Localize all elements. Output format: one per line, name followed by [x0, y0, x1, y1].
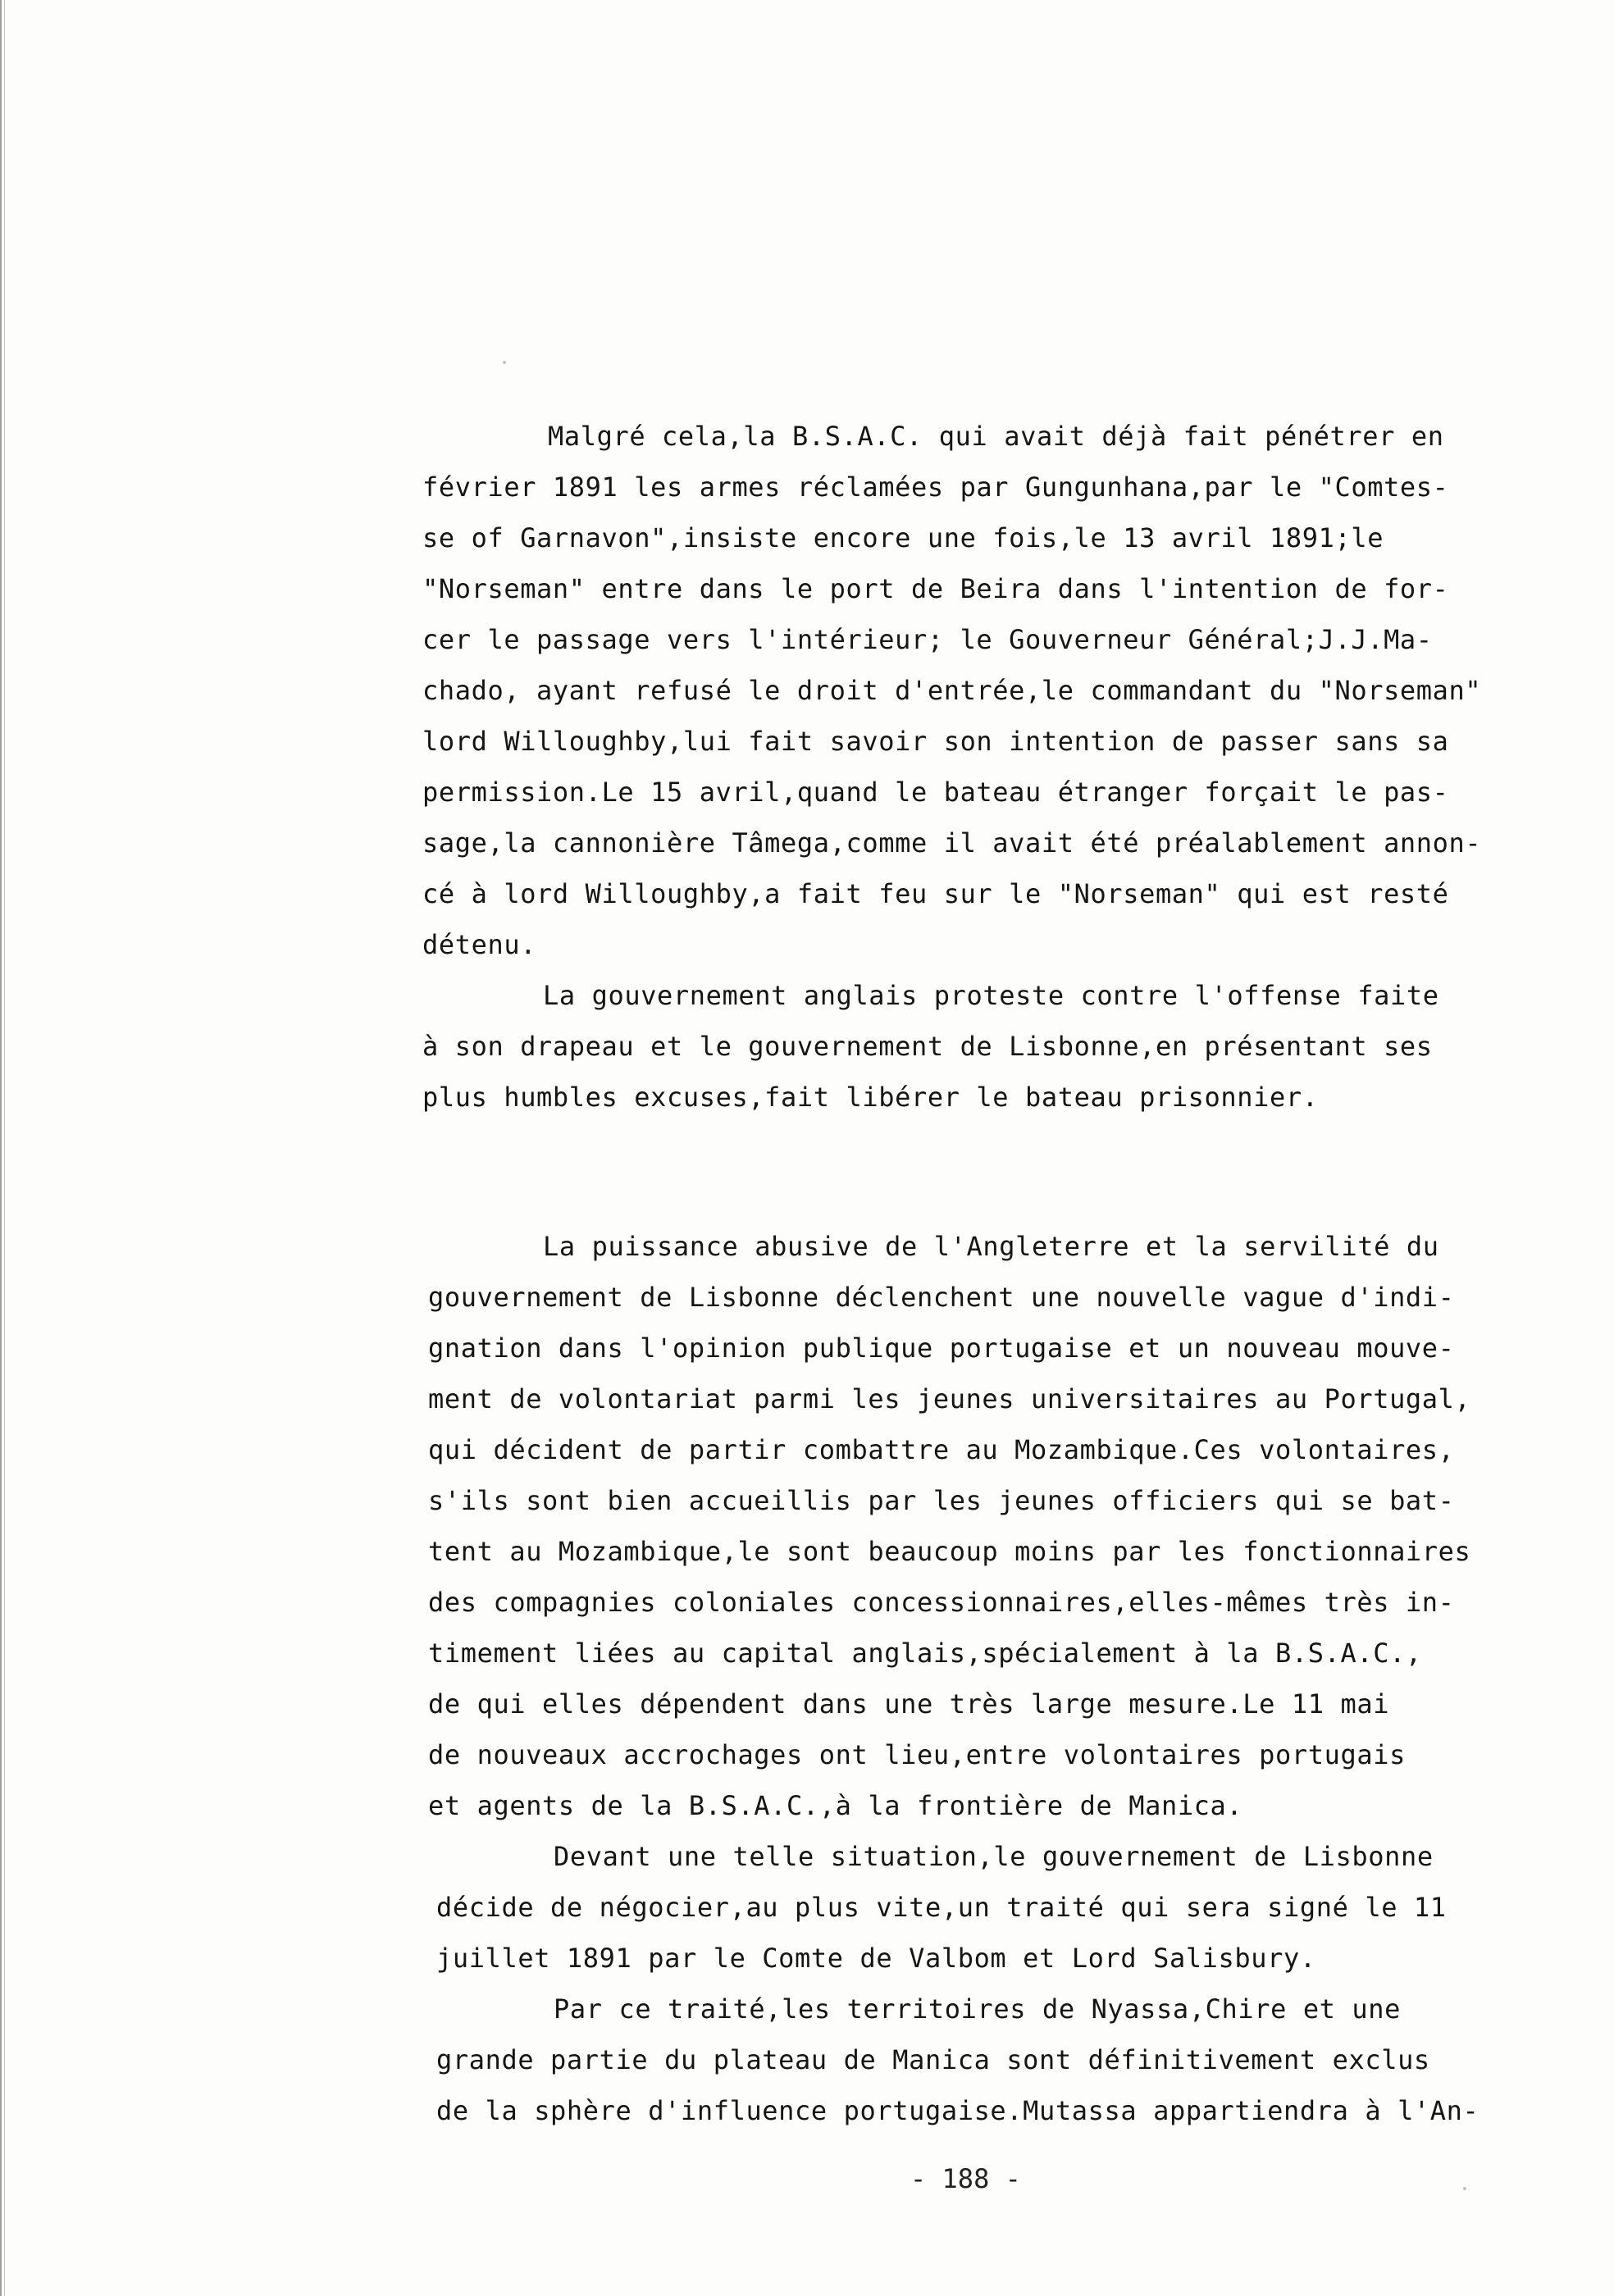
text-line: décide de négocier,au plus vite,un traité qui sera signé le 11 [436, 1892, 1447, 1923]
text-line: détenu. [422, 929, 537, 960]
text-line: qui décident de partir combattre au Mozambique.Ces volontaires, [428, 1434, 1455, 1465]
text-line: de la sphère d'influence portugaise.Mutassa appartiendra à l'An- [436, 2095, 1480, 2126]
scan-speck [503, 361, 506, 364]
scan-speck [1463, 2187, 1466, 2190]
text-line: Malgré cela,la B.S.A.C. qui avait déjà fait pénétrer en [548, 421, 1444, 452]
text-line: La puissance abusive de l'Angleterre et la servilité du [543, 1231, 1439, 1262]
text-line: juillet 1891 par le Comte de Valbom et Lord Salisbury. [436, 1943, 1316, 1974]
text-line: gnation dans l'opinion publique portugaise et un nouveau mouve- [428, 1332, 1455, 1364]
text-line: cé à lord Willoughby,a fait feu sur le "Norseman" qui est resté [422, 878, 1449, 909]
text-line: timement liées au capital anglais,spécialement à la B.S.A.C., [428, 1638, 1422, 1669]
text-line: se of Garnavon",insiste encore une fois,le 13 avril 1891;le [422, 522, 1384, 554]
text-line: à son drapeau et le gouvernement de Lisbonne,en présentant ses [422, 1031, 1433, 1062]
text-line: "Norseman" entre dans le port de Beira dans l'intention de for- [422, 573, 1449, 604]
text-line: gouvernement de Lisbonne déclenchent une nouvelle vague d'indi- [428, 1282, 1455, 1313]
text-line: de qui elles dépendent dans une très large mesure.Le 11 mai [428, 1688, 1390, 1720]
text-line: grande partie du plateau de Manica sont définitivement exclus [436, 2044, 1430, 2075]
text-line: permission.Le 15 avril,quand le bateau étranger forçait le pas- [422, 777, 1449, 808]
text-line: Devant une telle situation,le gouvernement de Lisbonne [554, 1841, 1434, 1872]
text-line: et agents de la B.S.A.C.,à la frontière de Manica. [428, 1790, 1243, 1821]
text-line: ment de volontariat parmi les jeunes universitaires au Portugal, [428, 1383, 1471, 1414]
text-line: chado, ayant refusé le droit d'entrée,le commandant du "Norseman" [422, 675, 1482, 706]
text-line: tent au Mozambique,le sont beaucoup moins par les fonctionnaires [428, 1536, 1471, 1567]
text-line: février 1891 les armes réclamées par Gungunhana,par le "Comtes- [422, 472, 1449, 503]
text-line: Par ce traité,les territoires de Nyassa,Chire et une [554, 1993, 1402, 2025]
scan-left-edge [0, 0, 5, 2296]
text-line: sage,la cannonière Tâmega,comme il avait été préalablement annon- [422, 827, 1482, 859]
text-line: s'ils sont bien accueillis par les jeunes officiers qui se bat- [428, 1485, 1455, 1516]
text-line: La gouvernement anglais proteste contre l'offense faite [543, 980, 1439, 1011]
page-number: - 188 - [910, 2163, 1021, 2194]
text-line: cer le passage vers l'intérieur; le Gouverneur Général;J.J.Ma- [422, 624, 1433, 655]
text-line: des compagnies coloniales concessionnaires,elles-mêmes très in- [428, 1587, 1455, 1618]
text-line: plus humbles excuses,fait libérer le bateau prisonnier. [422, 1082, 1319, 1113]
text-line: lord Willoughby,lui fait savoir son intention de passer sans sa [422, 726, 1449, 757]
text-line: de nouveaux accrochages ont lieu,entre volontaires portugais [428, 1739, 1406, 1770]
